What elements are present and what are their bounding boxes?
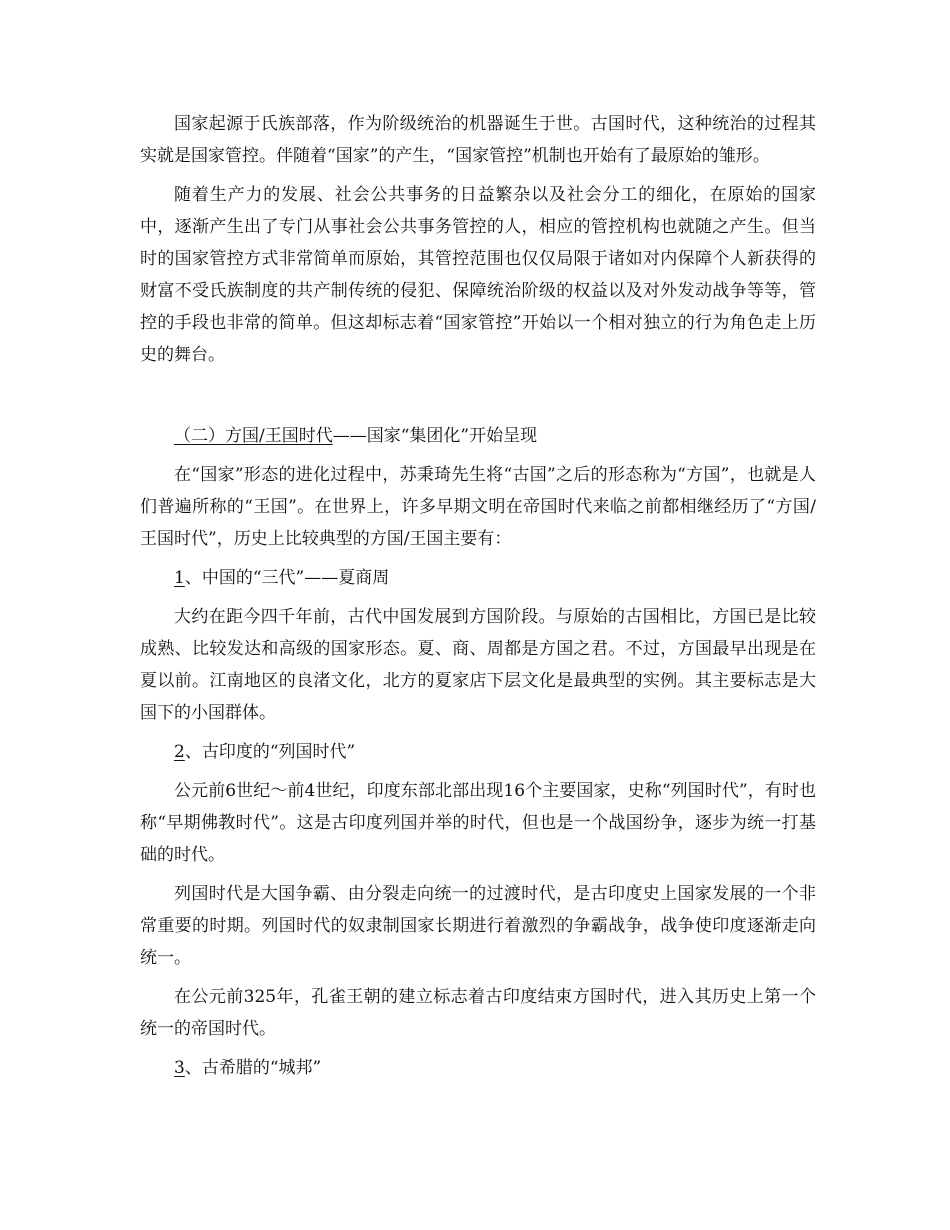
item-title: 、古印度的“列国时代” (184, 742, 356, 762)
paragraph-early-governance: 随着生产力的发展、社会公共事务的日益繁杂以及社会分工的细化，在原始的国家中，逐渐产生出了专门从事社会公共事务管控的人，相应的管控机构也就随之产生。但当时的国家管控方式非常简单而原始，其管控范围也仅仅局限于诸如对内保障个人新获得的财富不受氏族制度的共产制传统的侵犯、保障统治阶级的权益以及对外发动战争等等，管控的手段也非常的简单。但这却标志着“国家管控”开始以一个相对独立的行为角色走上历史的舞台。 (140, 185, 816, 365)
item-heading-greece (140, 1052, 816, 1084)
section-heading-fangguo (140, 420, 816, 452)
item-heading-china (140, 562, 816, 594)
paragraph-india-mahajanapadas: 公元前6世纪～前4世纪，印度东部北部出现16个主要国家，史称“列国时代”，有时也称“早期佛教时代”。这是古印度列国并举的时代，但也是一个战国纷争，逐步为统一打基础的时代。 (140, 781, 816, 865)
paragraph-india-transition: 列国时代是大国争霸、由分裂走向统一的过渡时代，是古印度史上国家发展的一个非常重要的时期。列国时代的奴隶制国家长期进行着激烈的争霸战争，战争使印度逐渐走向统一。 (140, 884, 816, 968)
section-heading-rest: ——国家“集团化”开始呈现 (332, 426, 538, 446)
item-title: 、中国的“三代”——夏商周 (184, 568, 390, 588)
section-heading-underlined: （二）方国/王国时代 (174, 426, 333, 446)
paragraph-fangguo-intro: 在“国家”形态的进化过程中，苏秉琦先生将“古国”之后的形态称为“方国”，也就是人们普遍所称的“王国”。在世界上，许多早期文明在帝国时代来临之前都相继经历了“方国/王国时代”，历史上比较典型的方国/王国主要有： (140, 465, 816, 549)
section-gap (140, 378, 816, 420)
paragraph-india-maurya: 在公元前325年，孔雀王朝的建立标志着古印度结束方国时代，进入其历史上第一个统一的帝国时代。 (140, 987, 816, 1039)
paragraph-state-origin: 国家起源于氏族部落，作为阶级统治的机器诞生于世。古国时代，这种统治的过程其实就是国家管控。伴随着“国家”的产生，“国家管控”机制也开始有了最原始的雏形。 (140, 114, 816, 166)
item-title: 、古希腊的“城邦” (184, 1058, 322, 1078)
item-number: 1 (174, 568, 185, 588)
item-number: 3 (174, 1058, 185, 1078)
item-number: 2 (174, 742, 185, 762)
item-heading-india (140, 736, 816, 768)
paragraph-china-three-dynasties: 大约在距今四千年前，古代中国发展到方国阶段。与原始的古国相比，方国已是比较成熟、比较发达和高级的国家形态。夏、商、周都是方国之君。不过，方国最早出现是在夏以前。江南地区的良渚文化，北方的夏家店下层文化是最典型的实例。其主要标志是大国下的小国群体。 (140, 607, 816, 723)
document-page (140, 108, 816, 1091)
